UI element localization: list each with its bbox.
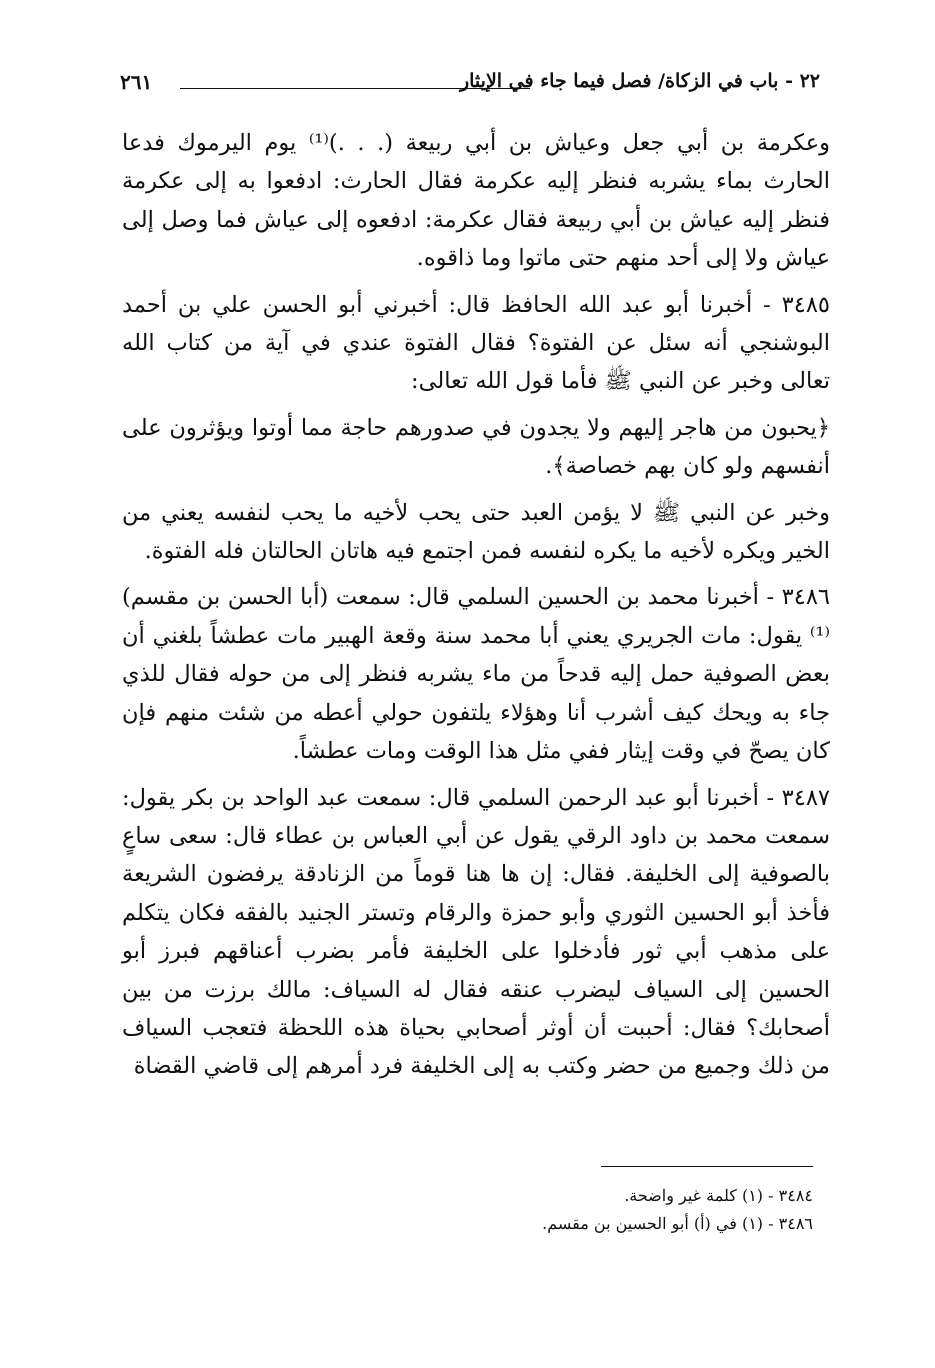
chapter-title: ٢٢ - باب في الزكاة/ فصل فيما جاء في الإيثار <box>459 70 820 92</box>
page-number: ٢٦١ <box>120 70 153 94</box>
footnote-3484: ٣٤٨٤ - (١) كلمة غير واضحة. <box>624 1186 813 1205</box>
paragraph-continuation: وعكرمة بن أبي جعل وعياش بن أبي ربيعة (. . .)⁽¹⁾ يوم اليرموك فدعا الحارث بماء يشربه فنظر إليه عكرمة فقال الحارث: ادفعوا به إلى عكرمة فنظر إليه عياش بن أبي ربيعة فقال عكرمة: ادفعوه إلى عياش فما وصل إلى عياش ولا إلى أحد منهم حتى ماتوا وما ذاقوه. <box>122 130 830 272</box>
footnote-3486: ٣٤٨٦ - (١) في (أ) أبو الحسين بن مقسم. <box>542 1214 813 1233</box>
paragraph-3485: ٣٤٨٥ - أخبرنا أبو عبد الله الحافظ قال: أخبرني أبو الحسن علي بن أحمد البوشنجي أنه سئل عن الفتوة؟ فقال الفتوة عندي في آية من كتاب الله تعالى وخبر عن النبي ﷺ فأما قول الله تعالى: <box>122 291 830 395</box>
header-rule <box>180 88 530 89</box>
paragraph-3486: ٣٤٨٦ - أخبرنا محمد بن الحسين السلمي قال: سمعت (أبا الحسن بن مقسم)⁽¹⁾ يقول: مات الجريري يعني أبا محمد سنة وقعة الهبير مات عطشاً بلغني أن بعض الصوفية حمل إليه قدحاً من ماء يشربه فنظر إلى من حوله فقال للذي جاء به ويحك كيف أشرب أنا وهؤلاء يلتفون حولي أعطه من شئت منهم فإن كان يصحّ في وقت إيثار ففي مثل هذا الوقت ومات عطشاً. <box>122 584 830 765</box>
quran-quote: ﴿يحبون من هاجر إليهم ولا يجدون في صدورهم حاجة مما أوتوا ويؤثرون على أنفسهم ولو كان بهم خصاصة﴾. <box>122 414 830 480</box>
main-text <box>122 124 830 1094</box>
paragraph-3487: ٣٤٨٧ - أخبرنا أبو عبد الرحمن السلمي قال: سمعت عبد الواحد بن بكر يقول: سمعت محمد بن داود الرقي يقول عن أبي العباس بن عطاء قال: سعى ساعٍ بالصوفية إلى الخليفة. فقال: إن ها هنا قوماً من الزنادقة يرفضون الشريعة فأخذ أبو الحسين الثوري وأبو حمزة والرقام وتستر الجنيد بالفقه فكان يتكلم على مذهب أبي ثور فأدخلوا على الخليفة فأمر بضرب أعناقهم فبرز أبو الحسين إلى السياف ليضرب عنقه فقال له السياف: مالك برزت من بين أصحابك؟ فقال: أحببت أن أوثر أصحابي بحياة هذه اللحظة فتعجب السياف من ذلك وجميع من حضر وكتب به إلى الخليفة فرد أمرهم إلى قاضي القضاة <box>122 784 830 1080</box>
footnotes <box>213 1182 813 1238</box>
running-header <box>120 66 820 100</box>
paragraph-hadith: وخبر عن النبي ﷺ لا يؤمن العبد حتى يحب لأخيه ما يحب لنفسه يعني من الخير ويكره لأخيه ما يكره لنفسه فمن اجتمع فيه هاتان الحالتان فله الفتوة. <box>122 499 830 565</box>
footnote-rule <box>601 1166 813 1167</box>
